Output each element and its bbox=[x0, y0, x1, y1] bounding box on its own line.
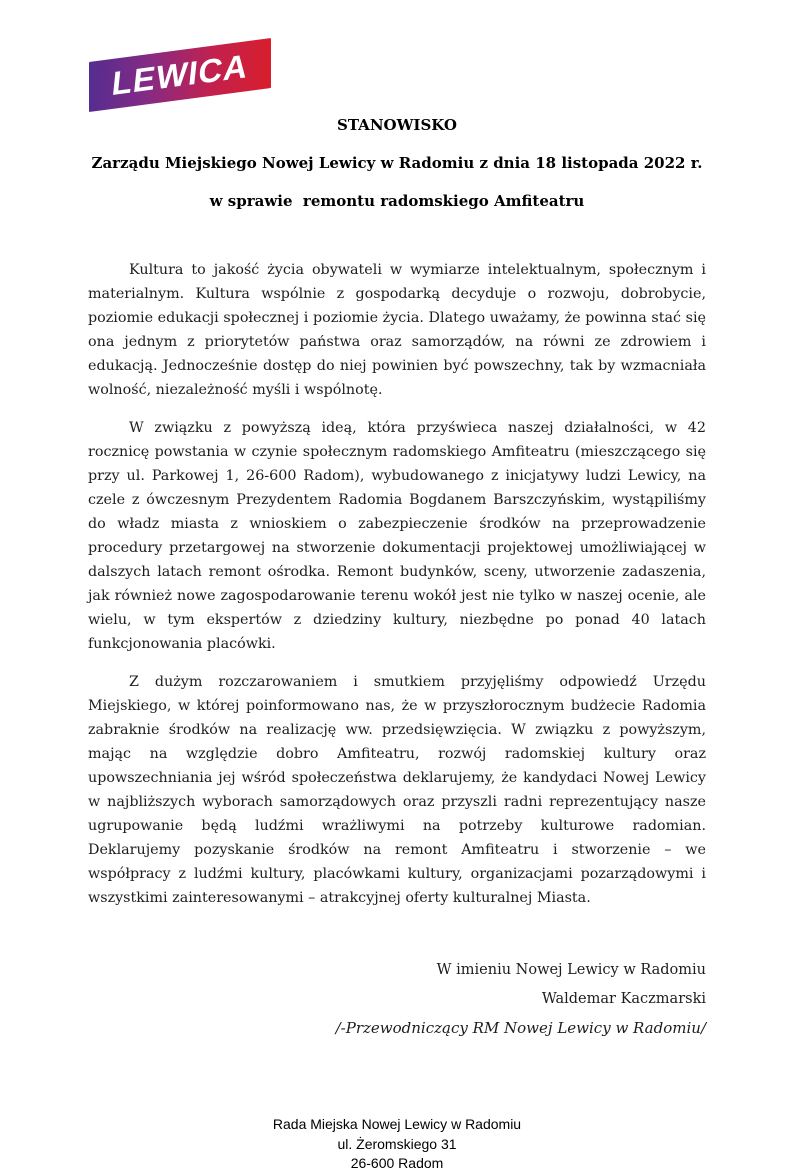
document-body bbox=[88, 258, 706, 910]
footer-street: ul. Żeromskiego 31 bbox=[337, 1135, 457, 1152]
signature-role: /-Przewodniczący RM Nowej Lewicy w Radomiu/ bbox=[335, 1019, 706, 1037]
document-subtitle: Zarządu Miejskiego Nowej Lewicy w Radomiu z dnia 18 listopada 2022 r. bbox=[91, 154, 703, 172]
footer-address-block bbox=[88, 1115, 706, 1174]
document-subject: w sprawie remontu radomskiego Amfiteatru bbox=[209, 192, 585, 210]
paragraph-amfiteatr-history: W związku z powyższą ideą, która przyświeca naszej działalności, w 42 rocznicę powstania w czynie społecznym radomskiego Amfiteatru (mieszczącego się przy ul. Parkowej 1, 26-600 Radom), wybudowanego z inicjatywy ludzi Lewicy, na czele z ówczesnym Prezydentem Radomia Bogdanem Barszczyńskim, wystąpiliśmy do władz miasta z wnioskiem o zabezpieczenie środków na przeprowadzenie procedury przetargowej na stworzenie dokumentacji projektowej umożliwiającej w dalszych latach remont ośrodka. Remont budynków, sceny, utworzenie zadaszenia, jak również nowe zagospodarowanie terenu wokół jest nie tylko w naszej ocenie, ale wielu, w tym ekspertów z dziedziny kultury, niezbędne po ponad 40 latach funkcjonowania placówki. bbox=[88, 420, 706, 652]
signature-block bbox=[88, 956, 706, 1043]
footer-city: 26-600 Radom bbox=[350, 1155, 444, 1171]
paragraph-declaration: Z dużym rozczarowaniem i smutkiem przyjęliśmy odpowiedź Urzędu Miejskiego, w której poinformowano nas, że w przyszłorocznym budżecie Radomia zabraknie środków na realizację ww. przedsięwzięcia. W związku z powyższym, mając na względzie dobro Amfiteatru, rozwój radomskiej kultury oraz upowszechniania jej wśród społeczeństwa deklarujemy, że kandydaci Nowej Lewicy w najbliższych wyborach samorządowych oraz przyszli radni reprezentujący nasze ugrupowanie będą ludźmi wrażliwymi na potrzeby kulturowe radomian. Deklarujemy pozyskanie środków na remont Amfiteatru i stworzenie – we współpracy z ludźmi kultury, placówkami kultury, organizacjami pozarządowymi i wszystkimi zainteresowanymi – atrakcyjnej oferty kulturalnej Miasta. bbox=[88, 674, 706, 906]
signature-on-behalf: W imieniu Nowej Lewicy w Radomiu bbox=[436, 962, 706, 978]
signature-name: Waldemar Kaczmarski bbox=[541, 991, 706, 1007]
footer-organization: Rada Miejska Nowej Lewicy w Radomiu bbox=[272, 1116, 522, 1132]
paragraph-culture-intro: Kultura to jakość życia obywateli w wymiarze intelektualnym, społecznym i materialnym. Kultura wspólnie z gospodarką decyduje o rozwoju, dobrobycie, poziomie edukacji społecznej i poziomie życia. Dlatego uważamy, że powinna stać się ona jednym z priorytetów państwa oraz samorządów, na równi ze zdrowiem i edukacją. Jednocześnie dostęp do niej powinien być powszechny, tak by wzmacniała wolność, niezależność myśli i wspólnotę. bbox=[88, 262, 706, 398]
lewica-logo bbox=[89, 38, 271, 112]
lewica-logo-text: LEWICA bbox=[110, 46, 251, 102]
document-title: STANOWISKO bbox=[337, 116, 457, 134]
